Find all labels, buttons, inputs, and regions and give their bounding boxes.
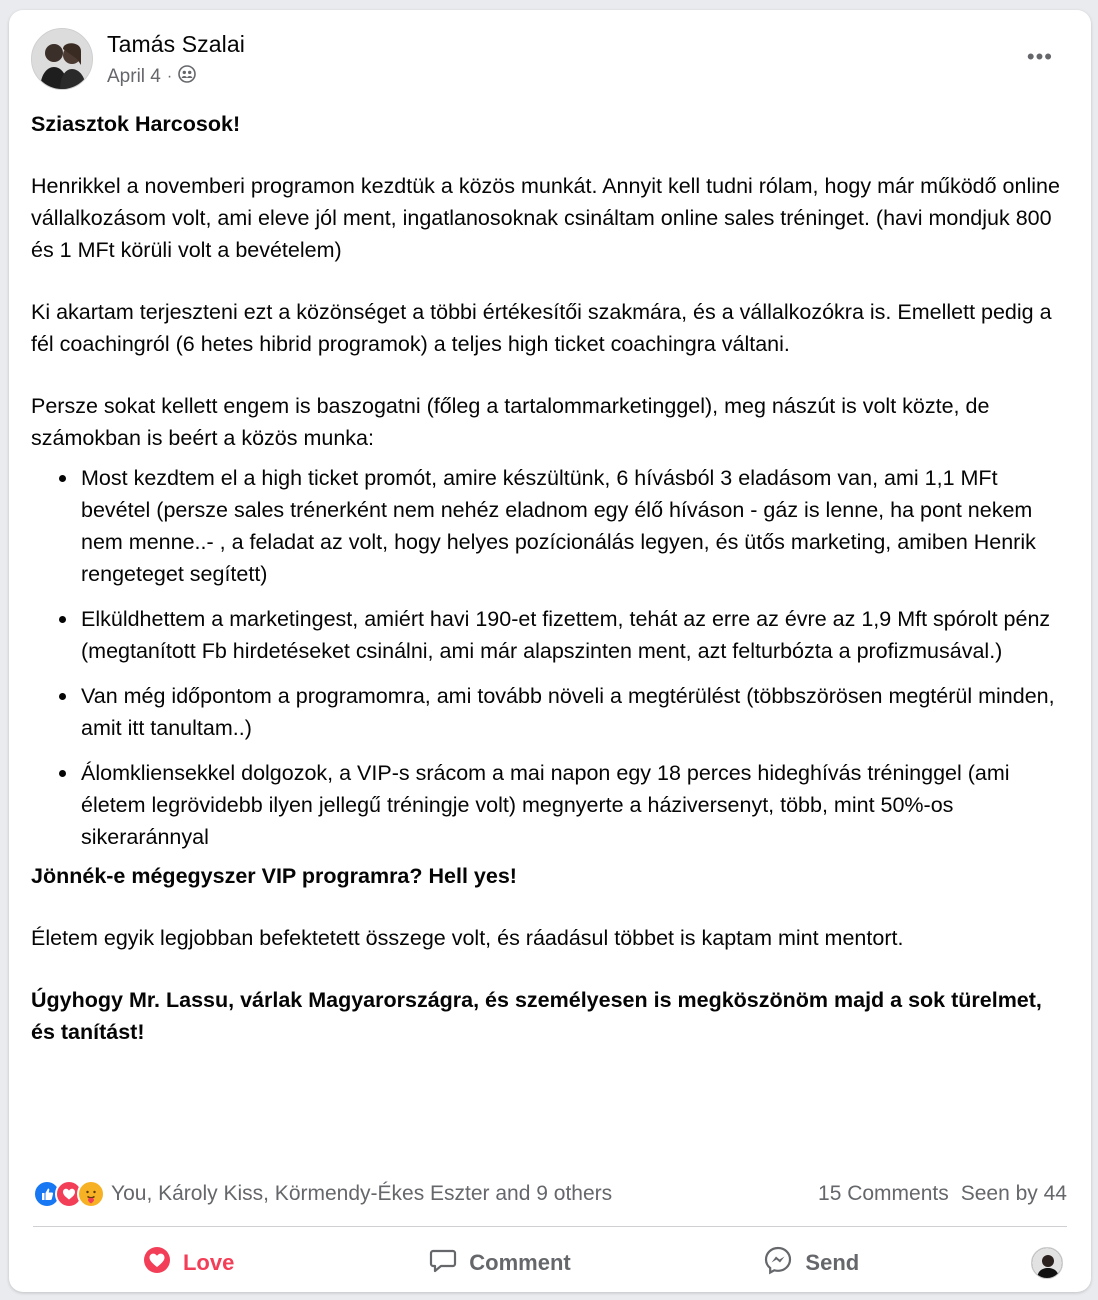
results-list <box>31 462 1071 853</box>
post-paragraph-1: Henrikkel a novemberi programon kezdtük a közös munkát. Annyit kell tudni rólam, hogy már működő online vállalkozásom volt, ami eleve jól ment, ingatlanosoknak csináltam online sales tréninget. (havi mondjuk 800 és 1 MFt körüli volt a bevételem) <box>31 174 1060 262</box>
list-item: Van még időpontom a programomra, ami tovább növeli a megtérülést (többszörösen megtérül minden, amit itt tanultam..) <box>31 680 1071 744</box>
comment-button[interactable] <box>344 1236 655 1290</box>
post-stats <box>818 1182 1067 1206</box>
seen-count[interactable]: Seen by 44 <box>960 1182 1067 1205</box>
care-icon <box>77 1180 105 1208</box>
comments-count[interactable]: 15 Comments <box>818 1182 949 1205</box>
identity-switcher[interactable] <box>967 1247 1067 1279</box>
send-button[interactable] <box>656 1236 967 1290</box>
post-paragraph-2: Ki akartam terjeszteni ezt a közönséget a többi értékesítői szakmára, és a vállalkozókra is. Emellett pedig a fél coachingról (6 hetes hibrid programok) a teljes high ticket coachingra váltani. <box>31 300 1052 356</box>
post-card <box>9 10 1091 1292</box>
reaction-names[interactable]: You, Károly Kiss, Körmendy-Ékes Eszter and 9 others <box>111 1182 613 1205</box>
author-avatar[interactable] <box>31 28 93 90</box>
actions-divider <box>33 1226 1067 1227</box>
post-paragraph-4: Életem egyik legjobban befektetett összege volt, és ráadásul többet is kaptam mint mentort. <box>31 926 904 950</box>
more-options-icon[interactable]: ••• <box>1026 44 1053 69</box>
comment-button-label: Comment <box>469 1250 571 1275</box>
author-name[interactable]: Tamás Szalai <box>107 31 245 57</box>
send-button-label: Send <box>805 1250 860 1275</box>
list-item: Elküldhettem a marketingest, amiért havi 190-et fizettem, tehát az erre az évre az 1,9 Mft spórolt pénz (megtanított Fb hirdetéseket csinálni, ami már alapszinten ment, azt felturbózta a profizmusával.) <box>31 603 1071 667</box>
love-reaction-icon <box>143 1246 171 1280</box>
meta-separator: · <box>166 68 173 85</box>
list-item: Most kezdtem el a high ticket promót, amire készültünk, 6 hívásból 3 eladásom van, ami 1,1 MFt bevétel (persze sales trénerként nem nehéz eladnom egy élő híváson - gáz is lenne, ha pont nekem nem menne..- , a feladat az volt, hogy helyes pozícionálás legyen, és ütős marketing, amiben Henrik rengeteget segített) <box>31 462 1071 590</box>
current-user-avatar <box>1031 1247 1063 1279</box>
post-actions <box>33 1236 1067 1290</box>
post-question: Jönnék-e mégegyszer VIP programra? Hell yes! <box>31 864 517 888</box>
post-meta <box>107 65 196 89</box>
love-button[interactable] <box>33 1236 344 1290</box>
list-item: Álomkliensekkel dolgozok, a VIP-s srácom a mai napon egy 18 perces hideghívás tréninggel (ami életem legrövidebb ilyen jellegű tréningje volt) megnyerte a háziversenyt, több, mint 50%-os sikeraránnyal <box>31 757 1071 853</box>
post-body <box>31 108 1071 1048</box>
comment-icon <box>429 1246 457 1280</box>
messenger-icon <box>763 1245 793 1281</box>
reaction-icons[interactable] <box>33 1180 99 1208</box>
reactions-bar <box>33 1177 1067 1211</box>
post-date[interactable]: April 4 <box>107 66 161 87</box>
audience-group-icon[interactable] <box>178 65 196 89</box>
post-greeting: Sziasztok Harcosok! <box>31 112 241 136</box>
post-paragraph-3: Persze sokat kellett engem is baszogatni (főleg a tartalommarketinggel), meg nászút is volt közte, de számokban is beért a közös munka: <box>31 394 990 450</box>
love-button-label: Love <box>182 1250 235 1275</box>
post-closing: Úgyhogy Mr. Lassu, várlak Magyarországra, és személyesen is megköszönöm majd a sok türelmet, és tanítást! <box>31 988 1042 1044</box>
